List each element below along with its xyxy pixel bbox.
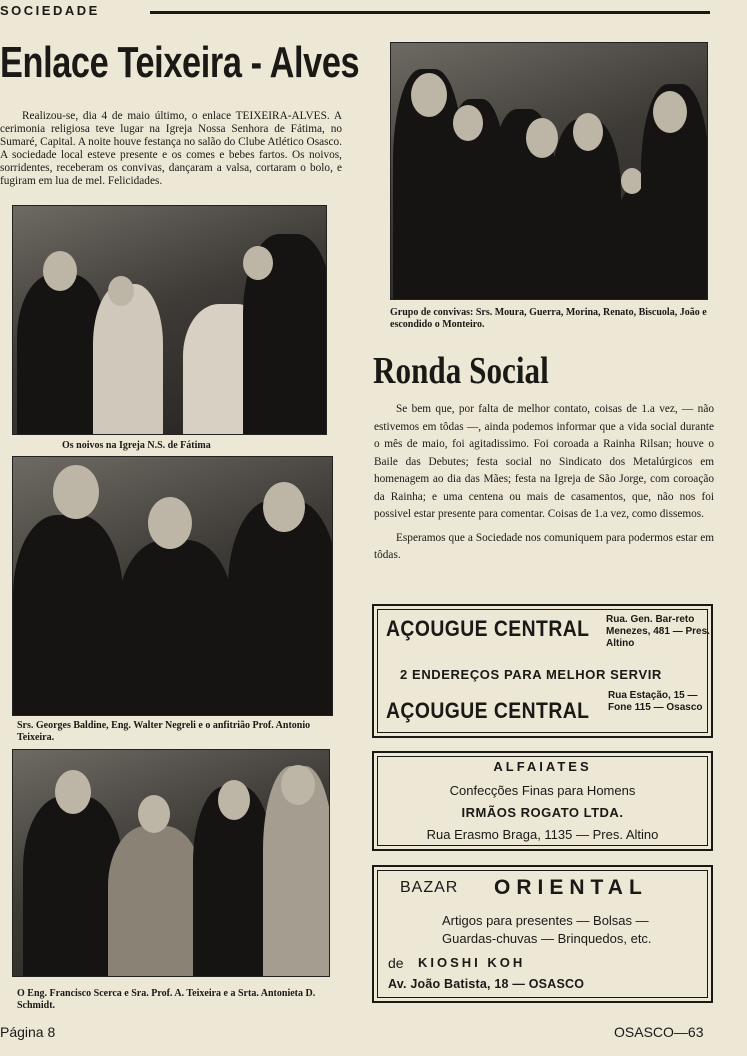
ad-alfaiates-company: IRMÃOS ROGATO LTDA. [461, 805, 624, 820]
ad-acougue-address: Rua. Gen. Bar-reto Menezes, 481 — Pres. Altino [606, 614, 710, 649]
section-label: SOCIEDADE [0, 3, 100, 18]
ad-bazar-line: Artigos para presentes — Bolsas — [442, 913, 649, 928]
ad-bazar-name: ORIENTAL [494, 876, 648, 899]
ad-bazar-address: Av. João Batista, 18 — OSASCO [388, 977, 585, 991]
ad-alfaiates [372, 751, 713, 851]
photo-caption: O Eng. Francisco Scerca e Sra. Prof. A. Teixeira e a Srta. Antonieta D. Schmidt. [17, 988, 316, 1011]
photo-caption: Grupo de convivas: Srs. Moura, Guerra, Morina, Renato, Biscuola, João e escondido o Monteiro. [390, 307, 707, 330]
photo-three-men [12, 456, 333, 716]
photo-group-guests [390, 42, 708, 300]
ad-acougue-name: AÇOUGUE CENTRAL [386, 698, 590, 723]
ad-alfaiates-address: Rua Erasmo Braga, 1135 — Pres. Altino [426, 827, 659, 842]
photo-caption: Os noivos na Igreja N.S. de Fátima [62, 440, 211, 451]
ad-alfaiates-title: ALFAIATES [493, 759, 592, 774]
ronda-paragraph: Esperamos que a Sociedade nos comuniquem para podermos estar em tôdas. [374, 531, 714, 561]
ad-acougue-address: Rua Estação, 15 — Fone 115 — Osasco [608, 690, 703, 713]
ad-acougue-name: AÇOUGUE CENTRAL [386, 616, 590, 641]
ad-bazar-oriental [372, 865, 713, 1003]
section-rule [150, 11, 710, 14]
photo-couple-church [12, 205, 327, 435]
ronda-social-body [374, 401, 714, 565]
page-number: Página 8 [0, 1024, 56, 1040]
ad-bazar-line: Guardas-chuvas — Brinquedos, etc. [442, 931, 652, 946]
ad-bazar-word: BAZAR [400, 879, 459, 896]
ad-bazar-owner: KIOSHI KOH [418, 955, 526, 970]
article-title: Enlace Teixeira - Alves [0, 38, 360, 87]
ad-acougue-central [372, 604, 713, 738]
ad-acougue-slogan: 2 ENDEREÇOS PARA MELHOR SERVIR [400, 667, 662, 682]
article-paragraph: Realizou-se, dia 4 de maio último, o enlace TEIXEIRA-ALVES. A cerimonia religiosa teve lugar na Igreja Nossa Senhora de Fátima, no Sumaré, Capital. A noite houve festança no salão do Clube Atlético Osasco. A sociedade local esteve presente e os comes e bebes fartos. Os noivos, sorridentes, receberam os convivas, dançaram a valsa, cortaram o bolo, e fugiram em lua de mel. Felicidades. [0, 110, 342, 187]
photo-guests-couple [12, 749, 330, 977]
article-body [0, 110, 342, 188]
ad-alfaiates-line: Confecções Finas para Homens [449, 783, 636, 798]
photo-caption: Srs. Georges Baldine, Eng. Walter Negreli e o anfitrião Prof. Antonio Teixeira. [17, 720, 311, 743]
magazine-issue: OSASCO—63 [614, 1024, 704, 1040]
ad-bazar-owner-prefix: de [388, 955, 404, 971]
ronda-paragraph: Se bem que, por falta de melhor contato, coisas de 1.a vez, — não estivemos em tôdas —, ainda podemos informar que a vida social durante o mês de maio, foi agitadissimo. Foi coroada a Rainha Rilsan; houve o Baile das Debutes; festa social no Sindicato dos Metalúrgicos em homenagem ao dia das Mães; festa na Igreja de São Jorge, com coroação da Rainha; e uma centena ou mais de casamentos, que, não nos foi possivel estar presente para comentar. Coisas de 1.a vez, como dissemos. [374, 403, 714, 520]
ronda-social-title: Ronda Social [373, 350, 549, 392]
